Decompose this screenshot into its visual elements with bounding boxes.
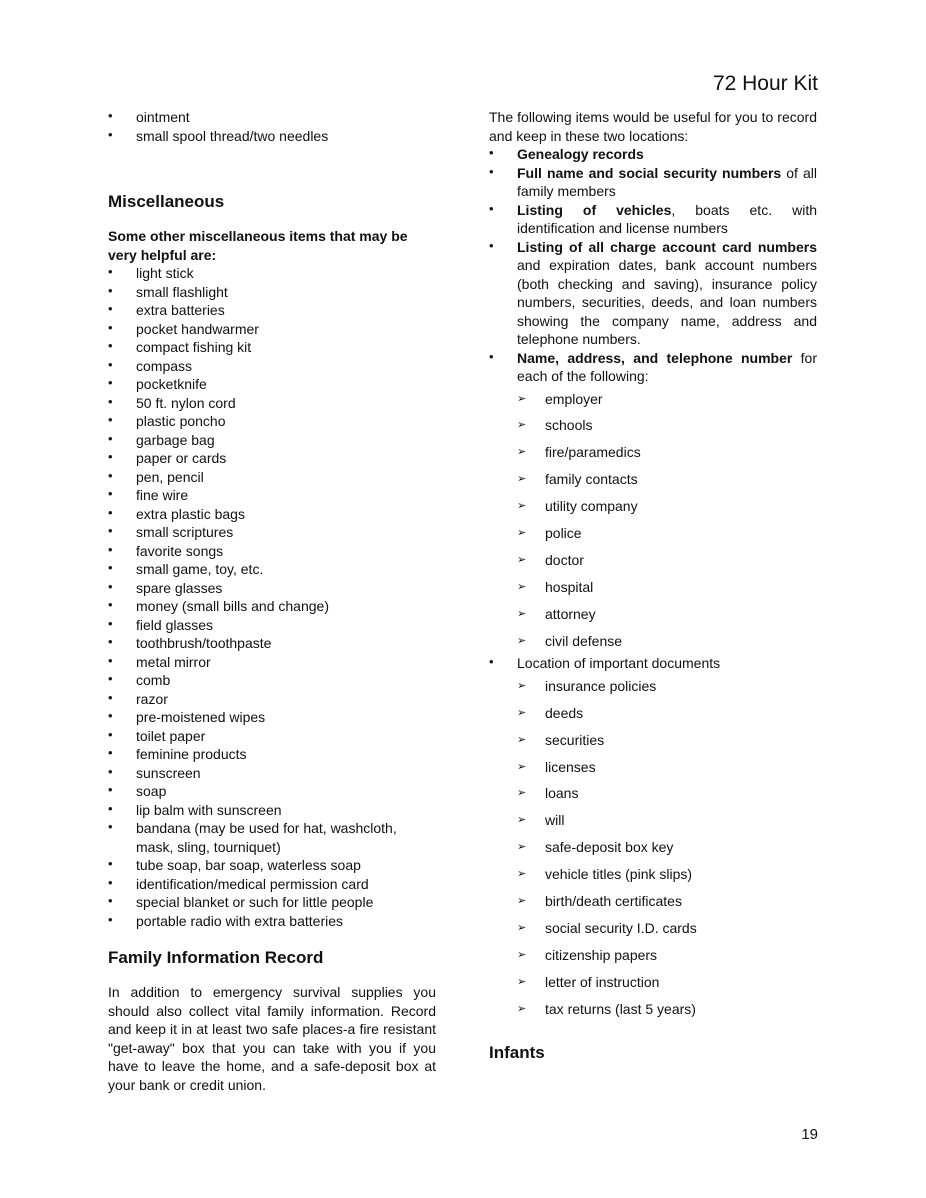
record-vehicles-rest: , boats etc. with identification and license numbers bbox=[517, 201, 817, 236]
records-intro: The following items would be useful for you to record and keep in these two locations: bbox=[489, 109, 817, 144]
family-information-heading: Family Information Record bbox=[108, 948, 324, 967]
list-item: • 50 ft. nylon cord bbox=[108, 394, 436, 413]
list-item: ➢ hospital bbox=[517, 578, 817, 605]
list-item: • pre-moistened wipes bbox=[108, 708, 436, 727]
list-item: • extra batteries bbox=[108, 301, 436, 320]
list-item: ➢ doctor bbox=[517, 551, 817, 578]
contacts-sublist bbox=[517, 390, 817, 659]
list-item: • small spool thread/two needles bbox=[108, 127, 436, 146]
record-contacts-rest: for each of the following: bbox=[517, 349, 817, 384]
list-item: ➢ schools bbox=[517, 416, 817, 443]
list-item: ➢ social security I.D. cards bbox=[517, 919, 817, 946]
infants-heading: Infants bbox=[489, 1043, 545, 1063]
record-item-vehicles bbox=[489, 201, 817, 238]
list-item: • special blanket or such for little people bbox=[108, 893, 436, 912]
left-column bbox=[108, 108, 436, 1094]
record-item-contacts bbox=[489, 349, 817, 659]
list-item: • plastic poncho bbox=[108, 412, 436, 431]
records-list bbox=[489, 145, 817, 1026]
right-column bbox=[489, 108, 817, 1064]
list-item: • small flashlight bbox=[108, 283, 436, 302]
list-item: ➢ citizenship papers bbox=[517, 946, 817, 973]
list-item: • feminine products bbox=[108, 745, 436, 764]
list-item: • comb bbox=[108, 671, 436, 690]
list-item: • metal mirror bbox=[108, 653, 436, 672]
record-item-documents bbox=[489, 654, 817, 1026]
list-item: • fine wire bbox=[108, 486, 436, 505]
family-information-paragraph: In addition to emergency survival supplies you should also collect vital family information. Record and keep it in at least two safe places-a fire resistant "get-away" box that you can take with you if you have to leave the home, and a safe-deposit box at your bank or credit union. bbox=[108, 984, 436, 1093]
record-genealogy-label: Genealogy records bbox=[517, 146, 644, 162]
list-item: • favorite songs bbox=[108, 542, 436, 561]
list-item: ➢ will bbox=[517, 811, 817, 838]
first-aid-tail-list bbox=[108, 108, 436, 145]
list-item: • spare glasses bbox=[108, 579, 436, 598]
list-item: • compass bbox=[108, 357, 436, 376]
list-item: ➢ birth/death certificates bbox=[517, 892, 817, 919]
list-item: ➢ attorney bbox=[517, 605, 817, 632]
list-item: • small game, toy, etc. bbox=[108, 560, 436, 579]
page-header-title: 72 Hour Kit bbox=[712, 72, 818, 95]
record-vehicles-bold: Listing of vehicles bbox=[517, 201, 672, 218]
record-names-bold: Full name and social security numbers bbox=[517, 164, 782, 181]
list-item: • paper or cards bbox=[108, 449, 436, 468]
list-item: • bandana (may be used for hat, washcloth, mask, sling, tourniquet) bbox=[108, 819, 436, 856]
list-item: ➢ employer bbox=[517, 390, 817, 417]
list-item: • tube soap, bar soap, waterless soap bbox=[108, 856, 436, 875]
list-item: ➢ vehicle titles (pink slips) bbox=[517, 865, 817, 892]
list-item: • garbage bag bbox=[108, 431, 436, 450]
list-item: ➢ safe-deposit box key bbox=[517, 838, 817, 865]
list-item: • ointment bbox=[108, 108, 436, 127]
list-item: ➢ securities bbox=[517, 731, 817, 758]
page-number: 19 bbox=[801, 1126, 818, 1143]
list-item: • identification/medical permission card bbox=[108, 875, 436, 894]
list-item: • razor bbox=[108, 690, 436, 709]
list-item: • extra plastic bags bbox=[108, 505, 436, 524]
list-item: ➢ loans bbox=[517, 784, 817, 811]
record-documents-label: Location of important documents bbox=[517, 655, 721, 672]
list-item: ➢ deeds bbox=[517, 704, 817, 731]
record-charge-rest: and expiration dates, bank account numbers (both checking and saving), insurance policy numbers, securities, deeds, and loan numbers showing the company name, address and telephone numbers. bbox=[517, 257, 817, 347]
list-item: • light stick bbox=[108, 264, 436, 283]
documents-sublist bbox=[517, 677, 817, 1027]
list-item: • toilet paper bbox=[108, 727, 436, 746]
record-item-names bbox=[489, 164, 817, 201]
record-names-rest: of all family members bbox=[517, 164, 817, 199]
miscellaneous-heading: Miscellaneous bbox=[108, 192, 225, 211]
list-item: • toothbrush/toothpaste bbox=[108, 634, 436, 653]
list-item: ➢ insurance policies bbox=[517, 677, 817, 704]
list-item: • pocket handwarmer bbox=[108, 320, 436, 339]
list-item: • soap bbox=[108, 782, 436, 801]
list-item: ➢ fire/paramedics bbox=[517, 443, 817, 470]
list-item: • pen, pencil bbox=[108, 468, 436, 487]
record-contacts-bold: Name, address, and telephone number bbox=[517, 349, 793, 366]
list-item: ➢ police bbox=[517, 524, 817, 551]
miscellaneous-list bbox=[108, 264, 436, 930]
list-item: ➢ tax returns (last 5 years) bbox=[517, 1000, 817, 1027]
list-item: ➢ family contacts bbox=[517, 470, 817, 497]
list-item: ➢ utility company bbox=[517, 497, 817, 524]
miscellaneous-intro: Some other miscellaneous items that may be very helpful are: bbox=[108, 228, 408, 263]
list-item: ➢ civil defense bbox=[517, 632, 817, 659]
record-charge-bold: Listing of all charge account card numbers bbox=[517, 238, 817, 255]
list-item: • lip balm with sunscreen bbox=[108, 801, 436, 820]
list-item: ➢ licenses bbox=[517, 758, 817, 785]
list-item: • portable radio with extra batteries bbox=[108, 912, 436, 931]
list-item: • small scriptures bbox=[108, 523, 436, 542]
list-item: • compact fishing kit bbox=[108, 338, 436, 357]
record-item-charge-accounts bbox=[489, 238, 817, 349]
record-item-genealogy bbox=[489, 145, 817, 164]
list-item: • pocketknife bbox=[108, 375, 436, 394]
list-item: • sunscreen bbox=[108, 764, 436, 783]
list-item: • money (small bills and change) bbox=[108, 597, 436, 616]
list-item: • field glasses bbox=[108, 616, 436, 635]
list-item: ➢ letter of instruction bbox=[517, 973, 817, 1000]
